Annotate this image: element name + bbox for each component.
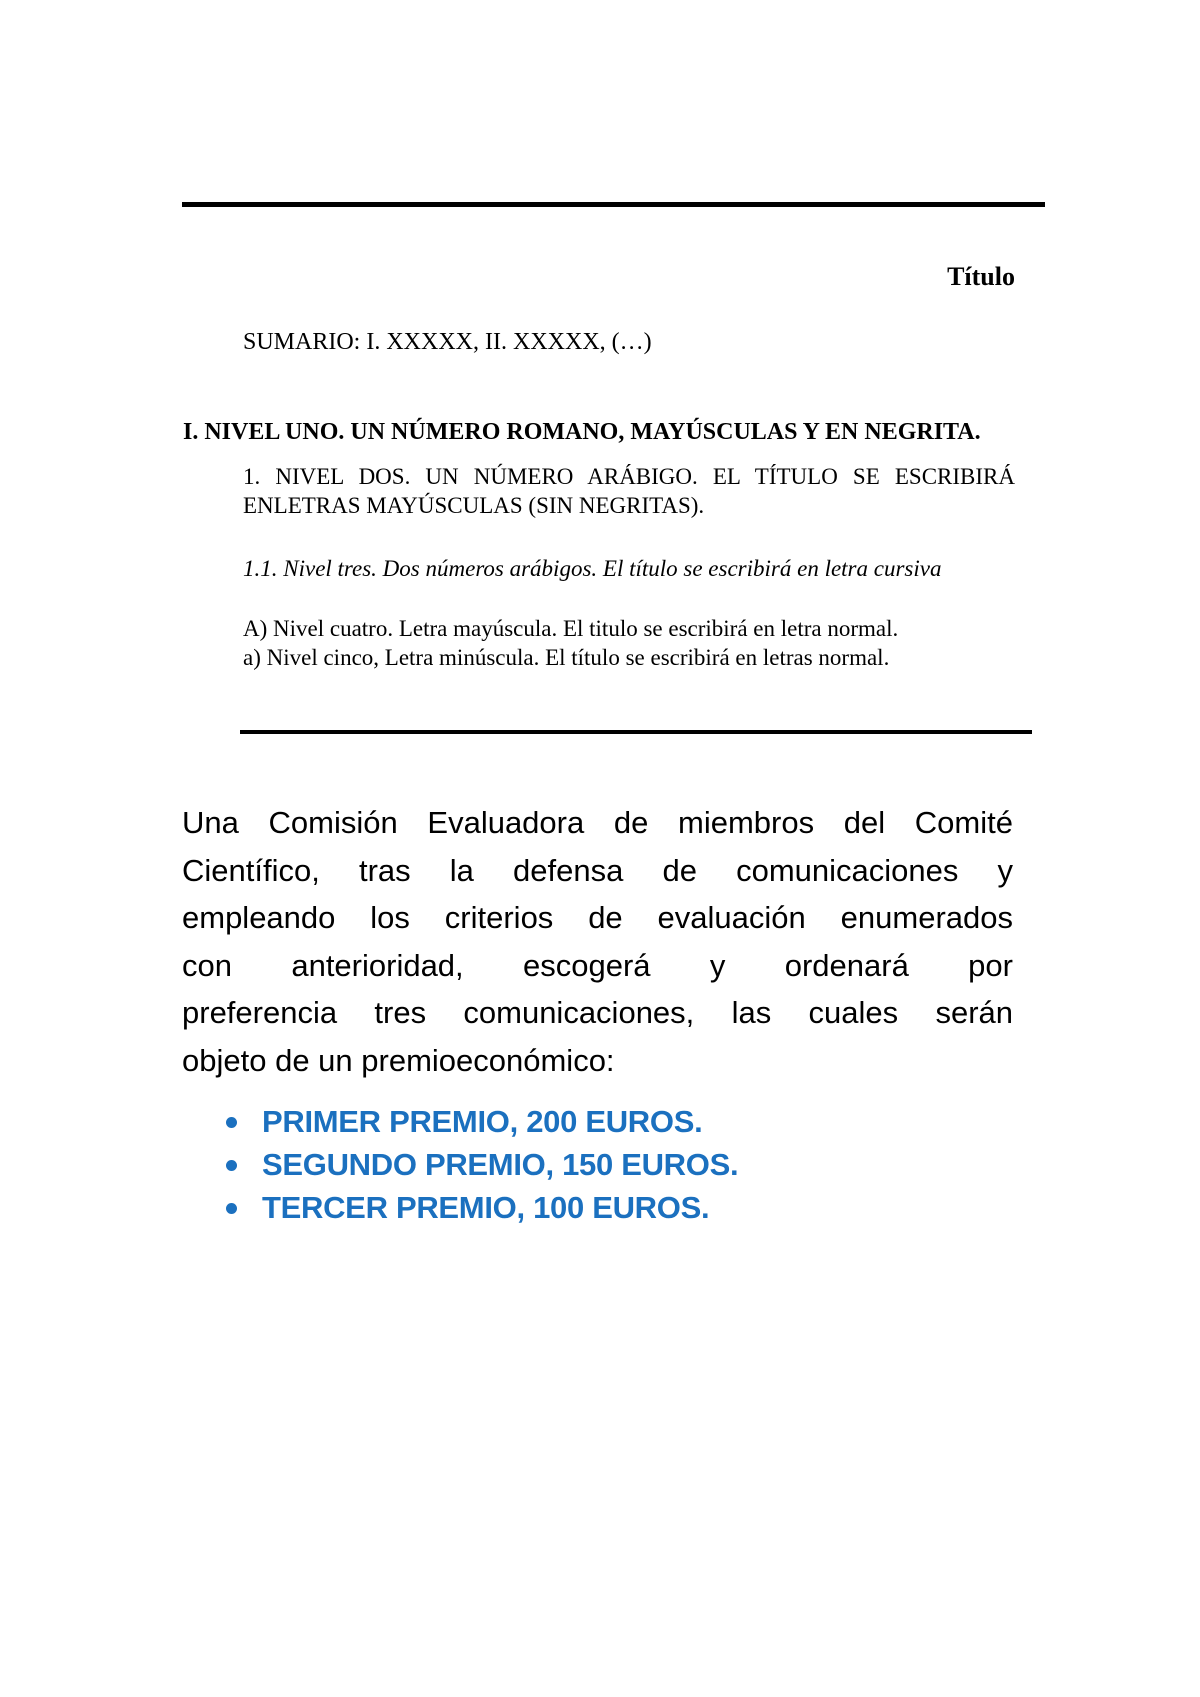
prize-list <box>226 1106 738 1235</box>
top-horizontal-rule <box>182 202 1045 207</box>
bullet-icon <box>226 1160 237 1171</box>
prize-label: SEGUNDO PREMIO, 150 EUROS. <box>262 1147 739 1182</box>
prize-item-third <box>226 1192 738 1224</box>
summary-line: SUMARIO: I. XXXXX, II. XXXXX, (…) <box>243 329 652 355</box>
paragraph-line: con anterioridad, escogerá y ordenará por <box>182 947 1013 983</box>
outline-level4-heading: A) Nivel cuatro. Letra mayúscula. El titulo se escribirá en letra normal. <box>243 616 899 641</box>
bullet-icon <box>226 1117 237 1128</box>
paragraph-line: preferencia tres comunicaciones, las cuales serán <box>182 995 1013 1030</box>
prize-item-second <box>226 1149 738 1181</box>
paragraph-line: objeto de un premioeconómico: <box>182 1042 615 1078</box>
running-title-label: Título <box>947 262 1015 291</box>
paragraph-line: empleando los criterios de evaluación enumerados <box>182 900 1013 935</box>
prize-label: PRIMER PREMIO, 200 EUROS. <box>262 1104 703 1139</box>
bullet-icon <box>226 1203 237 1214</box>
outline-level2-line2: ENLETRAS MAYÚSCULAS (SIN NEGRITAS). <box>243 493 705 518</box>
section-divider-rule <box>240 730 1032 734</box>
outline-level2-line1: 1. NIVEL DOS. UN NÚMERO ARÁBIGO. EL TÍTULO SE ESCRIBIRÁ <box>243 464 1015 489</box>
outline-level5-heading: a) Nivel cinco, Letra minúscula. El título se escribirá en letras normal. <box>243 645 890 670</box>
paragraph-line: Una Comisión Evaluadora de miembros del Comité <box>182 805 1013 840</box>
paragraph-line: Científico, tras la defensa de comunicaciones y <box>182 852 1013 888</box>
outline-level1-heading: I. NIVEL UNO. UN NÚMERO ROMANO, MAYÚSCULAS Y EN NEGRITA. <box>183 419 981 445</box>
outline-level3-heading: 1.1. Nivel tres. Dos números arábigos. El título se escribirá en letra cursiva <box>243 556 942 581</box>
evaluation-paragraph <box>182 799 1013 1084</box>
prize-label: TERCER PREMIO, 100 EUROS. <box>262 1190 710 1225</box>
prize-item-first <box>226 1106 738 1138</box>
